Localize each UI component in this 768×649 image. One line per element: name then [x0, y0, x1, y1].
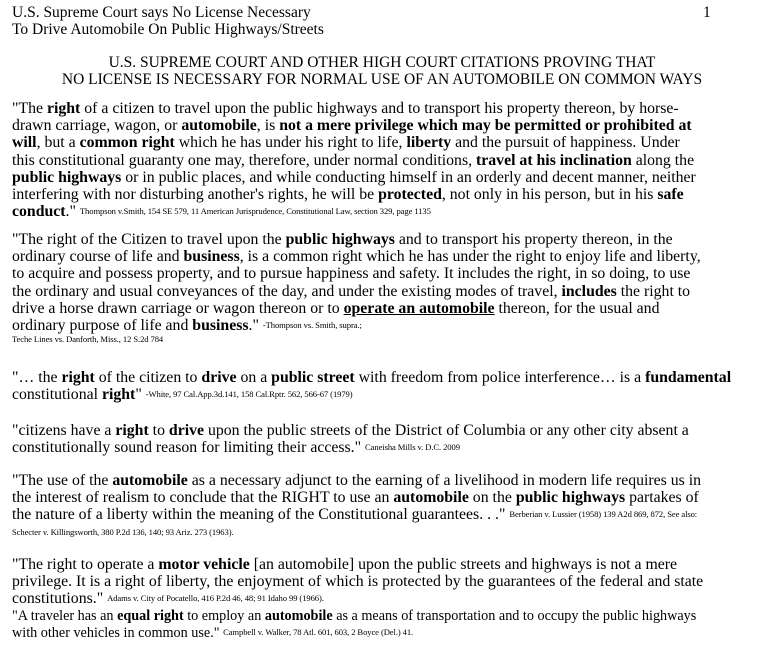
emphasis: operate an automobile: [343, 299, 495, 317]
document-title: [12, 54, 752, 88]
text: .": [248, 317, 259, 335]
emphasis: fundamental: [645, 369, 732, 386]
emphasis: public street: [271, 369, 355, 386]
text: "citizens have a: [12, 422, 116, 439]
citation-paragraph-2: [12, 231, 704, 344]
text: and to transport his property thereon, in the ordinary course of life and: [12, 231, 673, 266]
emphasis: public highways: [285, 231, 395, 248]
text: along the: [631, 151, 695, 169]
document-header: [12, 4, 324, 38]
text: of the citizen to: [94, 369, 202, 386]
emphasis: business: [183, 248, 240, 266]
title-line-2: NO LICENSE IS NECESSARY FOR NORMAL USE OF AN AUTOMOBILE ON COMMON WAYS: [61, 71, 703, 88]
text: "The: [12, 100, 47, 117]
text: , not only in his person, but in his: [441, 186, 658, 204]
text: upon the public streets of the District of Columbia or any other city absent a constitutionally sound reason for limiting their access.": [12, 422, 689, 457]
case-citation: -Thompson vs. Smith, supra.;: [262, 320, 362, 331]
citation-paragraph-5: [12, 472, 704, 541]
emphasis: right: [101, 386, 136, 404]
citation-paragraph-7: [12, 609, 704, 641]
text: the right to drive a horse drawn carriage or wagon thereon or to: [12, 282, 691, 317]
text: , is a common right which he has under the right to enjoy life and liberty, to acquire and possess property, and to pursue happiness and safety. It includes the right, in so doing, to use the ordinary and usual conveyances of the day, and under the existing modes of travel,: [12, 248, 701, 300]
text: constitutional: [12, 386, 102, 404]
text: to: [148, 422, 169, 439]
text: or in public places, and while conducting himself in an orderly and decent manner, neither interfering with nor disturbing another's rights, he will be: [12, 168, 696, 204]
citation-paragraph-1: [12, 100, 704, 220]
emphasis: automobile: [181, 117, 257, 135]
emphasis: automobile: [393, 489, 469, 507]
emphasis: right: [46, 100, 81, 117]
title-line-1: U.S. SUPREME COURT AND OTHER HIGH COURT CITATIONS PROVING THAT: [108, 54, 656, 71]
text: of a citizen to travel upon the public highways and to transport his property thereon, by horse-drawn carriage, wagon, or: [12, 100, 679, 135]
citation-paragraph-4: [12, 422, 704, 456]
text: , is: [256, 117, 280, 135]
emphasis: safe conduct: [12, 186, 684, 221]
emphasis: right: [115, 422, 149, 439]
text: partakes of the nature of a liberty within the meaning of the Constitutional guarantees. . .": [12, 489, 699, 524]
emphasis: drive: [168, 422, 205, 439]
emphasis: drive: [201, 369, 237, 386]
emphasis: motor vehicle: [158, 556, 250, 573]
case-citation-continued: Teche Lines vs. Danforth, Miss., 12 S.2d 784: [12, 334, 164, 345]
citation-paragraph-6: [12, 556, 704, 608]
emphasis: automobile: [264, 608, 333, 624]
emphasis: liberty: [406, 134, 452, 152]
case-citation: Adams v. City of Pocatello, 416 P.2d 46, 48; 91 Idaho 99 (1966).: [107, 593, 324, 604]
text: and the pursuit of happiness. Under this constitutional guaranty one may, therefore, under normal conditions,: [12, 134, 680, 169]
case-citation: Caneisha Mills v. D.C. 2009: [365, 442, 460, 453]
emphasis: protected: [378, 186, 442, 204]
text: as a necessary adjunct to the earning of a livelihood in modern life requires us in the interest of realism to conclude that the RIGHT to use an: [12, 472, 702, 507]
text: , but a: [36, 134, 80, 152]
text: ": [135, 386, 142, 404]
text: thereon, for the usual and ordinary purpose of life and: [12, 299, 660, 335]
emphasis: automobile: [112, 472, 188, 489]
text: "The use of the: [12, 472, 113, 489]
text: on the: [468, 489, 516, 507]
text: "The right of the Citizen to travel upon the: [12, 231, 286, 248]
emphasis: includes: [561, 282, 617, 300]
case-citation: -White, 97 Cal.App.3d.141, 158 Cal.Rptr. 562, 566-67 (1979): [145, 389, 353, 400]
emphasis: right: [61, 369, 95, 386]
emphasis: public highways: [12, 168, 122, 186]
emphasis: public highways: [515, 489, 626, 507]
text: on a: [236, 369, 272, 386]
text: with freedom from police interference… is a: [354, 369, 646, 386]
case-citation: Thompson v.Smith, 154 SE 579, 11 American Jurisprudence, Constitutional Law, section 329, page 1135: [79, 206, 431, 217]
emphasis: equal right: [117, 608, 184, 624]
text: "… the: [12, 369, 62, 386]
emphasis: common right: [79, 134, 175, 152]
text: [an automobile] upon the public streets and highways is not a mere privilege. It is a right of liberty, the enjoyment of which is protected by the guarantees of the federal and state constitutions.": [12, 556, 704, 608]
text: to employ an: [183, 608, 265, 624]
emphasis: not a mere privilege which may be permitted or prohibited at will: [12, 117, 692, 152]
header-line-1: U.S. Supreme Court says No License Necessary: [12, 4, 311, 21]
citation-paragraph-3: [12, 369, 752, 403]
page-number: 1: [703, 4, 711, 21]
emphasis: travel at his inclination: [476, 151, 632, 169]
header-line-2: To Drive Automobile On Public Highways/Streets: [12, 21, 324, 38]
text: which he has under his right to life,: [174, 134, 407, 152]
emphasis: business: [192, 317, 249, 335]
text: .": [65, 203, 76, 221]
text: as a means of transportation and to occupy the public highways with other vehicles in common use.": [12, 608, 697, 641]
case-citation: Campbell v. Walker, 78 Atl. 601, 603, 2 Boyce (Del.) 41.: [223, 626, 414, 637]
text: "A traveler has an: [12, 608, 118, 624]
case-citation: Berberian v. Lussier (1958) 139 A2d 869, 872, See also: Schecter v. Killingsworth, 380 P.2d 136, 140; 93 Ariz. 273 (1963).: [12, 509, 698, 537]
text: "The right to operate a: [12, 556, 159, 573]
